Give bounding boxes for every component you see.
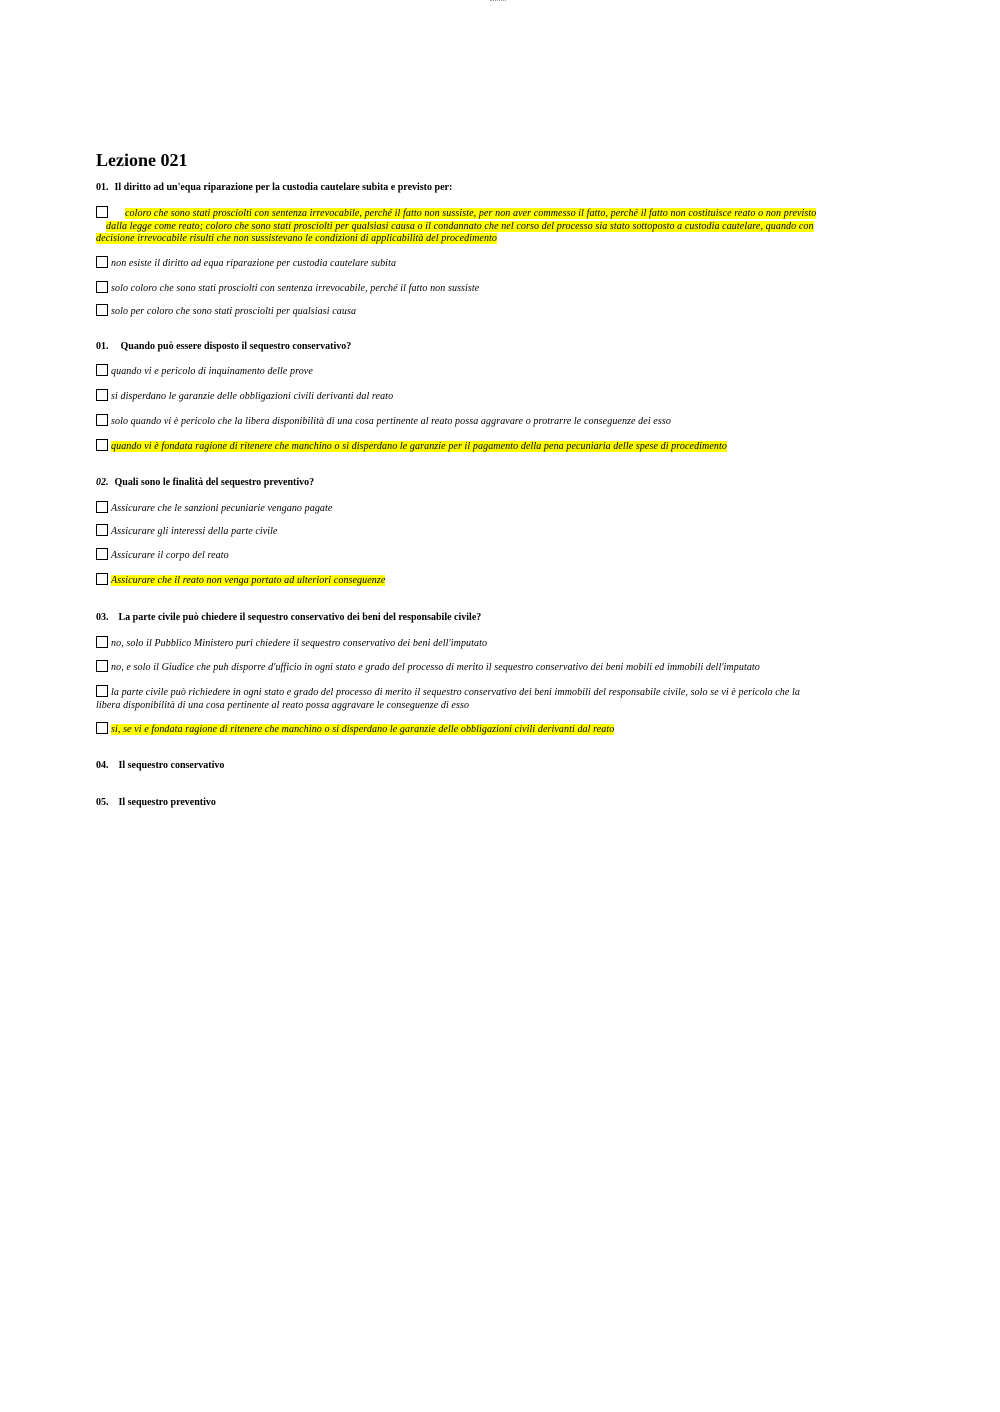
checkbox[interactable] (96, 281, 108, 293)
answer-option (96, 256, 902, 271)
question-text: La parte civile può chiedere il sequestro conservativo dei beni del responsabile civile? (118, 612, 482, 623)
answer-text: si disperdano le garanzie delle obbligazioni civili derivanti dal reato (111, 391, 394, 402)
answer-option-correct (96, 573, 902, 588)
answer-text: Assicurare gli interessi della parte civile (111, 526, 278, 537)
question-number: 04. (96, 760, 109, 771)
page-header-mark (490, 0, 506, 3)
checkbox[interactable] (96, 256, 108, 268)
checkbox[interactable] (96, 389, 108, 401)
answer-option-correct (96, 206, 902, 246)
question-3 (96, 476, 314, 490)
question-text: Il diritto ad un'equa riparazione per la custodia cautelare subita e previsto per: (114, 182, 453, 193)
checkbox[interactable] (96, 364, 108, 376)
answer-option (96, 364, 902, 379)
question-number: 05. (96, 797, 109, 808)
checkbox[interactable] (96, 414, 108, 426)
answer-text: Assicurare che le sanzioni pecuniarie vengano pagate (111, 503, 333, 514)
answer-text: decisione irrevocabile risulti che non sussistevano le condizioni di applicabilità del procedimento (96, 233, 498, 244)
answer-text: si, se vi e fondata ragione di ritenere che manchino o si disperdano le garanzie delle obbligazioni civili derivanti dal reato (111, 724, 615, 735)
checkbox[interactable] (96, 501, 108, 513)
lesson-title: Lezione 021 (96, 150, 188, 170)
checkbox[interactable] (96, 660, 108, 672)
checkbox[interactable] (96, 439, 108, 451)
checkbox[interactable] (96, 636, 108, 648)
checkbox[interactable] (96, 206, 108, 218)
answer-text: quando vi è fondata ragione di ritenere che manchino o si disperdano le garanzie per il pagamento della pena pecuniaria delle spese di procedimento (111, 441, 727, 452)
answer-text: libera disponibilità di una cosa pertinente al reato possa aggravare le conseguenze di esso (96, 699, 470, 711)
answer-text: non esiste il diritto ad equa riparazione per custodia cautelare subita (111, 258, 397, 269)
question-6 (96, 796, 216, 810)
answer-text: no, e solo il Giudice che puh disporre d'ufficio in ogni stato e grado del processo di merito il sequestro conservativo dei beni mobili ed immobili dell'imputato (111, 662, 760, 673)
answer-option (96, 548, 902, 563)
answer-option (96, 501, 902, 516)
checkbox[interactable] (96, 304, 108, 316)
answer-text: solo coloro che sono stati prosciolti con sentenza irrevocabile, perché il fatto non sussiste (111, 283, 480, 294)
answer-text: Assicurare il corpo del reato (111, 550, 229, 561)
question-text: Quando può essere disposto il sequestro conservativo? (120, 341, 352, 352)
answer-text: dalla legge come reato; coloro che sono stati prosciolti per qualsiasi causa o il condannato che nel corso del processo sia stato sottoposto a custodia cautelare, quando con (106, 220, 814, 232)
answer-option-correct (96, 722, 902, 737)
checkbox[interactable] (96, 524, 108, 536)
answer-option (96, 304, 902, 319)
answer-option (96, 524, 902, 539)
question-number: 01. (96, 341, 109, 352)
question-4 (96, 611, 481, 625)
answer-text: la parte civile può richiedere in ogni stato e grado del processo di merito il sequestro conservativo dei beni immobili del responsabile civile, solo se vi è pericolo che la (111, 687, 801, 698)
answer-option (96, 685, 902, 712)
answer-option-correct (96, 439, 902, 454)
answer-text: solo quando vi è pericolo che la libera disponibilità di una cosa pertinente al reato possa aggravare o protrarre le conseguenze dei esso (111, 416, 671, 427)
answer-option (96, 414, 902, 429)
question-text: Il sequestro preventivo (118, 797, 216, 808)
question-number: 02. (96, 477, 109, 488)
answer-option (96, 660, 902, 675)
checkbox[interactable] (96, 685, 108, 697)
question-1 (96, 181, 452, 195)
checkbox[interactable] (96, 722, 108, 734)
checkbox[interactable] (96, 573, 108, 585)
checkbox[interactable] (96, 548, 108, 560)
answer-text: no, solo il Pubblico Ministero puri chiedere il sequestro conservativo dei beni dell'imputato (111, 638, 488, 649)
answer-text: coloro che sono stati prosciolti con sentenza irrevocabile, perché il fatto non sussiste, per non aver commesso il fatto, perché il fatto non costituisce reato o non previsto (125, 208, 817, 219)
question-text: Il sequestro conservativo (118, 760, 225, 771)
question-number: 01. (96, 182, 109, 193)
question-2 (96, 340, 351, 354)
answer-text: Assicurare che il reato non venga portato ad ulteriori conseguenze (111, 575, 386, 586)
answer-text: quando vi e pericolo di inquinamento delle prove (111, 366, 313, 377)
answer-text: solo per coloro che sono stati prosciolti per qualsiasi causa (111, 306, 357, 317)
answer-option (96, 281, 902, 296)
question-number: 03. (96, 612, 109, 623)
answer-option (96, 389, 902, 404)
answer-option (96, 636, 902, 651)
question-text: Quali sono le finalità del sequestro preventivo? (114, 477, 315, 488)
question-5 (96, 759, 224, 773)
